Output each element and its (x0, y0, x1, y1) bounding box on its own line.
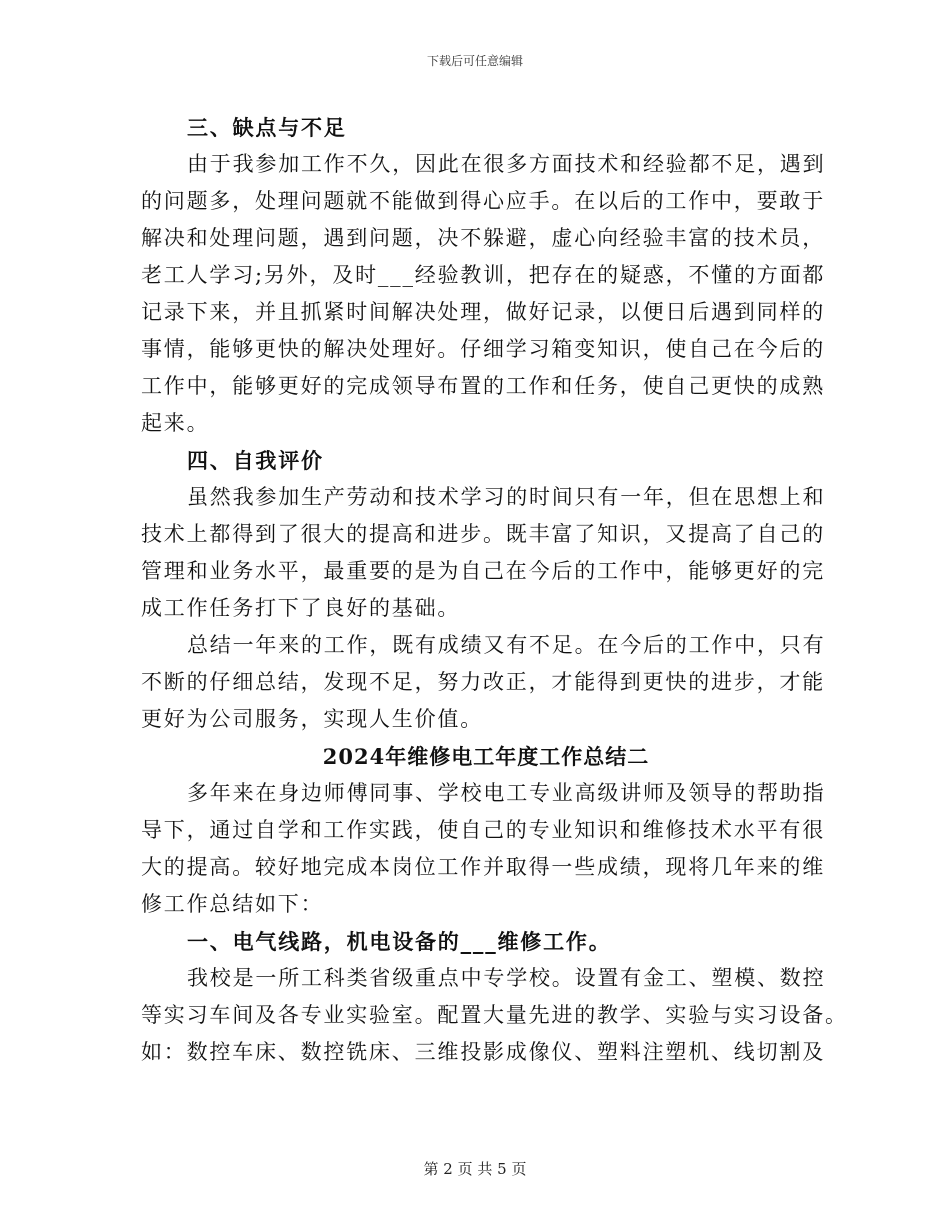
body-text-line: 导下，通过自学和工作实践，使自己的专业知识和维修技术水平有很 (141, 818, 825, 842)
body-text-line: 成工作任务打下了良好的基础。 (141, 596, 461, 620)
body-text-line: 起来。 (141, 411, 210, 435)
body-text-line: 管理和业务水平，最重要的是为自己在今后的工作中，能够更好的完 (141, 559, 825, 583)
body-text-line: 记录下来，并且抓紧时间解决处理，做好记录，以便日后遇到同样的 (141, 300, 825, 324)
body-text-line: 修工作总结如下： (141, 892, 324, 916)
body-text-line: 不断的仔细总结，发现不足，努力改正，才能得到更快的进步，才能 (141, 670, 825, 694)
section-heading: 四、自我评价 (187, 448, 324, 473)
body-text-line: 我校是一所工科类省级重点中专学校。设置有金工、塑模、数控 (187, 966, 826, 990)
body-text-line: 的问题多，处理问题就不能做到得心应手。在以后的工作中，要敢于 (141, 189, 825, 213)
section-heading: 一、电气线路，机电设备的___维修工作。 (187, 929, 612, 954)
body-text-line: 解决和处理问题，遇到问题，决不躲避，虚心向经验丰富的技术员， (141, 226, 825, 250)
body-text-line: 技术上都得到了很大的提高和进步。既丰富了知识，又提高了自己的 (141, 522, 825, 546)
body-text-line: 事情，能够更快的解决处理好。仔细学习箱变知识，使自己在今后的 (141, 337, 825, 361)
body-text-line: 更好为公司服务，实现人生价值。 (141, 707, 483, 731)
body-text-line: 老工人学习;另外，及时___经验教训，把存在的疑惑，不懂的方面都 (141, 263, 826, 287)
body-text-line: 如：数控车床、数控铣床、三维投影成像仪、塑料注塑机、线切割及 (141, 1040, 825, 1064)
document-title: 2024年维修电工年度工作总结二 (322, 744, 650, 769)
body-text-line: 总结一年来的工作，既有成绩又有不足。在今后的工作中，只有 (187, 633, 826, 657)
body-text-line: 多年来在身边师傅同事、学校电工专业高级讲师及领导的帮助指 (187, 781, 826, 805)
document-body (141, 109, 848, 1071)
body-text-line: 虽然我参加生产劳动和技术学习的时间只有一年，但在思想上和 (187, 485, 826, 509)
body-text-line: 等实习车间及各专业实验室。配置大量先进的教学、实验与实习设备。 (141, 1003, 848, 1027)
body-text-line: 由于我参加工作不久，因此在很多方面技术和经验都不足，遇到 (187, 152, 826, 176)
body-text-line: 大的提高。较好地完成本岗位工作并取得一些成绩，现将几年来的维 (141, 855, 825, 879)
section-heading: 三、缺点与不足 (187, 115, 347, 140)
page-header-note: 下载后可任意编辑 (426, 54, 523, 68)
page-footer: 第 2 页 共 5 页 (423, 1160, 527, 1178)
body-text-line: 工作中，能够更好的完成领导布置的工作和任务，使自己更快的成熟 (141, 374, 825, 398)
